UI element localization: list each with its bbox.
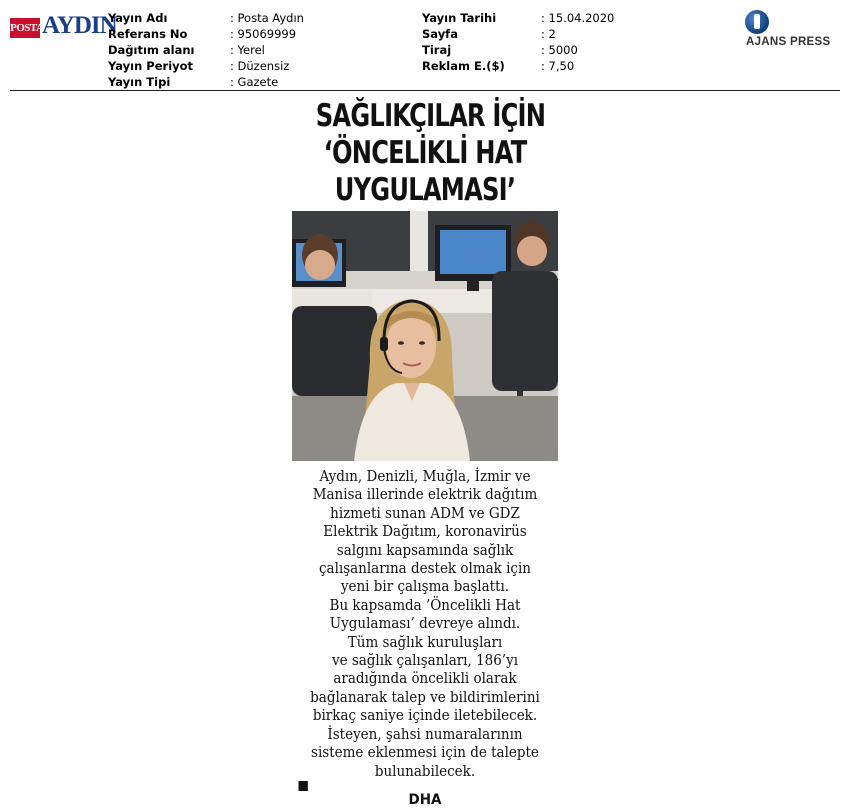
publication-logo-aydin: AYDIN xyxy=(42,12,117,40)
meta-value: : 2 xyxy=(541,26,556,42)
signature-square-icon xyxy=(299,781,308,791)
headline-line: ‘ÖNCELİKLİ HAT xyxy=(316,135,534,172)
meta-row-tiraj xyxy=(422,42,662,58)
meta-label: Yayın Tarihi xyxy=(422,10,496,26)
agency-logo xyxy=(742,10,842,50)
meta-value: : 15.04.2020 xyxy=(541,10,614,26)
meta-label: Referans No xyxy=(108,26,187,42)
body-line: sisteme eklenmesi için de talepte xyxy=(295,744,555,762)
body-line: Aydın, Denizli, Muğla, İzmir ve xyxy=(295,468,555,486)
meta-value: : 95069999 xyxy=(230,26,296,42)
headline-line: UYGULAMASI’ xyxy=(316,172,534,209)
body-last-line-text: bulunabilecek. xyxy=(375,764,475,780)
body-line: yeni bir çalışma başlattı. xyxy=(295,578,555,596)
article-photo xyxy=(292,211,558,461)
body-line: Tüm sağlık kuruluşları xyxy=(295,634,555,652)
meta-label: Sayfa xyxy=(422,26,458,42)
headline-line: SAĞLIKÇILAR İÇİN xyxy=(316,98,534,135)
body-line: İsteyen, şahsi numaralarının xyxy=(295,726,555,744)
meta-value: : Gazete xyxy=(230,74,278,90)
article-headline xyxy=(316,98,534,209)
call-center-photo-illustration xyxy=(292,211,558,461)
body-line: Bu kapsamda ’Öncelikli Hat xyxy=(295,597,555,615)
meta-row-reklam xyxy=(422,58,662,74)
meta-value: : Düzensiz xyxy=(230,58,289,74)
meta-label: Tiraj xyxy=(422,42,451,58)
body-line: çalışanlarına destek olmak için xyxy=(295,560,555,578)
body-line: bağlanarak talep ve bildirimlerini xyxy=(295,689,555,707)
meta-label: Yayın Tipi xyxy=(108,74,170,90)
meta-row-yayin-tarihi xyxy=(422,10,662,26)
body-line: birkaç saniye içinde iletebilecek. xyxy=(295,707,555,725)
body-last-line xyxy=(295,763,555,809)
header-divider xyxy=(10,90,840,91)
body-line: Elektrik Dağıtım, koronavirüs xyxy=(295,523,555,541)
article-body xyxy=(295,468,555,809)
body-line: Uygulaması’ devreye alındı. xyxy=(295,615,555,633)
agency-logo-text: AJANS PRESS xyxy=(746,36,830,48)
meta-row-yayin-tipi xyxy=(108,74,408,90)
meta-label: Reklam E.($) xyxy=(422,58,505,74)
body-line: aradığında öncelikli olarak xyxy=(295,670,555,688)
publication-logo xyxy=(10,8,102,40)
meta-value: : 5000 xyxy=(541,42,578,58)
article-signature: DHA xyxy=(409,792,442,808)
body-line: salgını kapsamında sağlık xyxy=(295,542,555,560)
meta-row-yayin-periyot xyxy=(108,58,408,74)
meta-row-referans-no xyxy=(108,26,408,42)
meta-row-sayfa xyxy=(422,26,662,42)
meta-label: Yayın Periyot xyxy=(108,58,193,74)
meta-label: Yayın Adı xyxy=(108,10,167,26)
body-line: Manisa illerinde elektrik dağıtım xyxy=(295,486,555,504)
meta-right-column xyxy=(422,10,662,74)
meta-value: : 7,50 xyxy=(541,58,574,74)
body-line: hizmeti sunan ADM ve GDZ xyxy=(295,505,555,523)
meta-row-yayin-adi xyxy=(108,10,408,26)
meta-value: : Yerel xyxy=(230,42,265,58)
meta-label: Dağıtım alanı xyxy=(108,42,195,58)
publication-logo-posta: POSTA xyxy=(10,18,40,38)
meta-row-dagitim-alani xyxy=(108,42,408,58)
body-line: ve sağlık çalışanları, 186’yı xyxy=(295,652,555,670)
meta-value: : Posta Aydın xyxy=(230,10,304,26)
agency-globe-icon xyxy=(745,10,769,34)
meta-left-column xyxy=(108,10,408,90)
